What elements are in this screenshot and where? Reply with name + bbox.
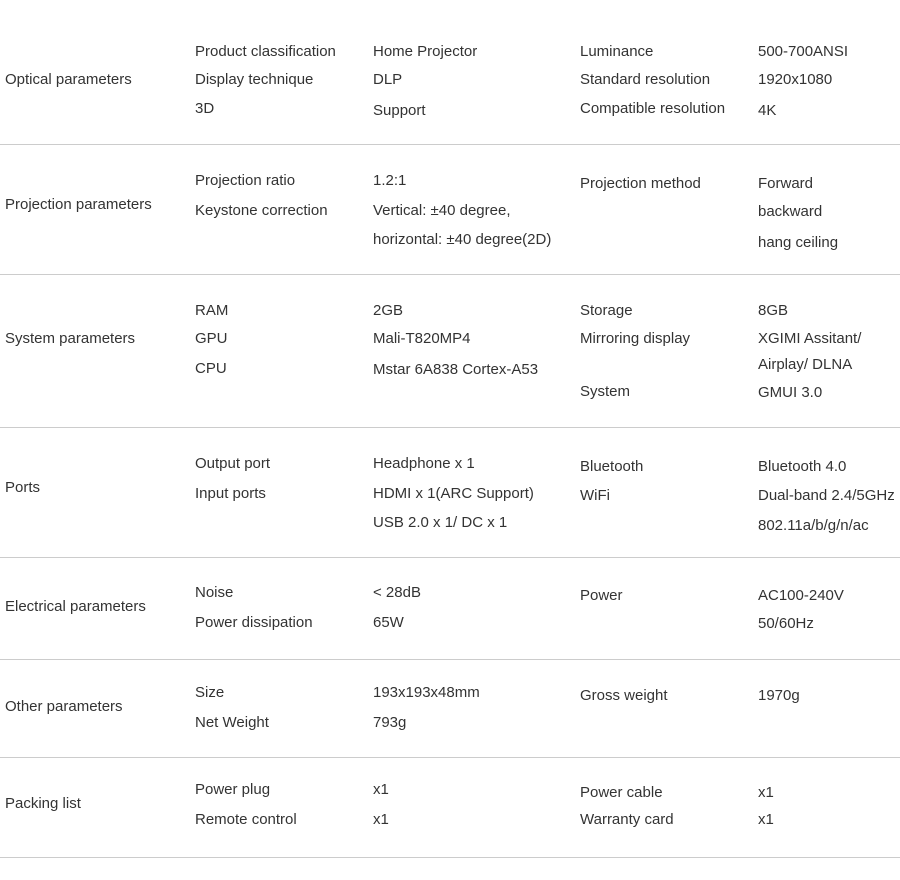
spec-value: AC100-240V — [758, 587, 844, 604]
section-category: Projection parameters — [5, 196, 152, 213]
spec-value: GMUI 3.0 — [758, 384, 823, 401]
spec-label: GPU — [195, 330, 228, 347]
spec-label: Projection ratio — [195, 172, 296, 189]
spec-value: 50/60Hz — [758, 615, 814, 632]
spec-value: USB 2.0 x 1/ DC x 1 — [373, 514, 508, 531]
section-category: Packing list — [5, 795, 81, 812]
section-category: System parameters — [5, 330, 136, 347]
spec-value: Airplay/ DLNA — [758, 356, 853, 373]
spec-label: Product classification — [195, 43, 336, 60]
spec-value: x1 — [373, 781, 389, 798]
spec-value: x1 — [758, 784, 774, 801]
spec-label: Power dissipation — [195, 614, 313, 631]
spec-label: Luminance — [580, 43, 654, 60]
spec-section-optical — [0, 0, 900, 145]
spec-value: XGIMI Assitant/ — [758, 330, 862, 347]
spec-value: Forward — [758, 175, 814, 192]
spec-value: DLP — [373, 71, 403, 88]
spec-value: Support — [373, 102, 426, 119]
spec-label: RAM — [195, 302, 229, 319]
spec-label: Input ports — [195, 485, 266, 502]
spec-value: Bluetooth 4.0 — [758, 458, 847, 475]
spec-value: HDMI x 1(ARC Support) — [373, 485, 534, 502]
spec-value: 1970g — [758, 687, 800, 704]
spec-value: < 28dB — [373, 584, 421, 601]
spec-value: x1 — [758, 811, 774, 828]
section-category: Optical parameters — [5, 71, 132, 88]
spec-value: 2GB — [373, 302, 404, 319]
spec-label: Keystone correction — [195, 202, 328, 219]
spec-value: 65W — [373, 614, 404, 631]
spec-value: Dual-band 2.4/5GHz — [758, 487, 895, 504]
spec-value: horizontal: ±40 degree(2D) — [373, 231, 552, 248]
spec-label: System — [580, 383, 631, 400]
spec-label: Compatible resolution — [580, 100, 726, 117]
spec-section-other — [0, 660, 900, 758]
spec-value: Mali-T820MP4 — [373, 330, 471, 347]
spec-value: Home Projector — [373, 43, 478, 60]
spec-value: 1.2:1 — [373, 172, 407, 189]
spec-value: 8GB — [758, 302, 789, 319]
spec-label: Power plug — [195, 781, 271, 798]
spec-value: Mstar 6A838 Cortex-A53 — [373, 361, 539, 378]
spec-value: hang ceiling — [758, 234, 839, 251]
section-category: Other parameters — [5, 698, 123, 715]
spec-label: Projection method — [580, 175, 701, 192]
spec-label: Net Weight — [195, 714, 269, 731]
spec-label: 3D — [195, 100, 215, 117]
spec-value: 193x193x48mm — [373, 684, 480, 701]
spec-label: Standard resolution — [580, 71, 711, 88]
spec-section-packing — [0, 758, 900, 858]
spec-label: Warranty card — [580, 811, 674, 828]
spec-label: Display technique — [195, 71, 314, 88]
spec-value: 793g — [373, 714, 407, 731]
spec-label: Size — [195, 684, 225, 701]
spec-section-electrical — [0, 558, 900, 660]
spec-section-system — [0, 275, 900, 428]
spec-label: Bluetooth — [580, 458, 644, 475]
spec-value: 500-700ANSI — [758, 43, 849, 60]
spec-label: Remote control — [195, 811, 297, 828]
spec-value: 1920x1080 — [758, 71, 833, 88]
spec-label: WiFi — [580, 487, 610, 504]
section-category: Ports — [5, 479, 41, 496]
spec-label: Mirroring display — [580, 330, 691, 347]
spec-value: 802.11a/b/g/n/ac — [758, 517, 869, 534]
section-category: Electrical parameters — [5, 598, 146, 615]
spec-label: Power — [580, 587, 623, 604]
spec-value: Vertical: ±40 degree, — [373, 202, 511, 219]
spec-value: 4K — [758, 102, 777, 119]
spec-value: x1 — [373, 811, 389, 828]
spec-value: backward — [758, 203, 823, 220]
spec-label: Gross weight — [580, 687, 668, 704]
spec-value: Headphone x 1 — [373, 455, 475, 472]
spec-label: Power cable — [580, 784, 663, 801]
spec-label: CPU — [195, 360, 227, 377]
spec-section-ports — [0, 428, 900, 558]
spec-label: Noise — [195, 584, 234, 601]
spec-label: Output port — [195, 455, 271, 472]
spec-label: Storage — [580, 302, 633, 319]
spec-section-projection — [0, 145, 900, 275]
